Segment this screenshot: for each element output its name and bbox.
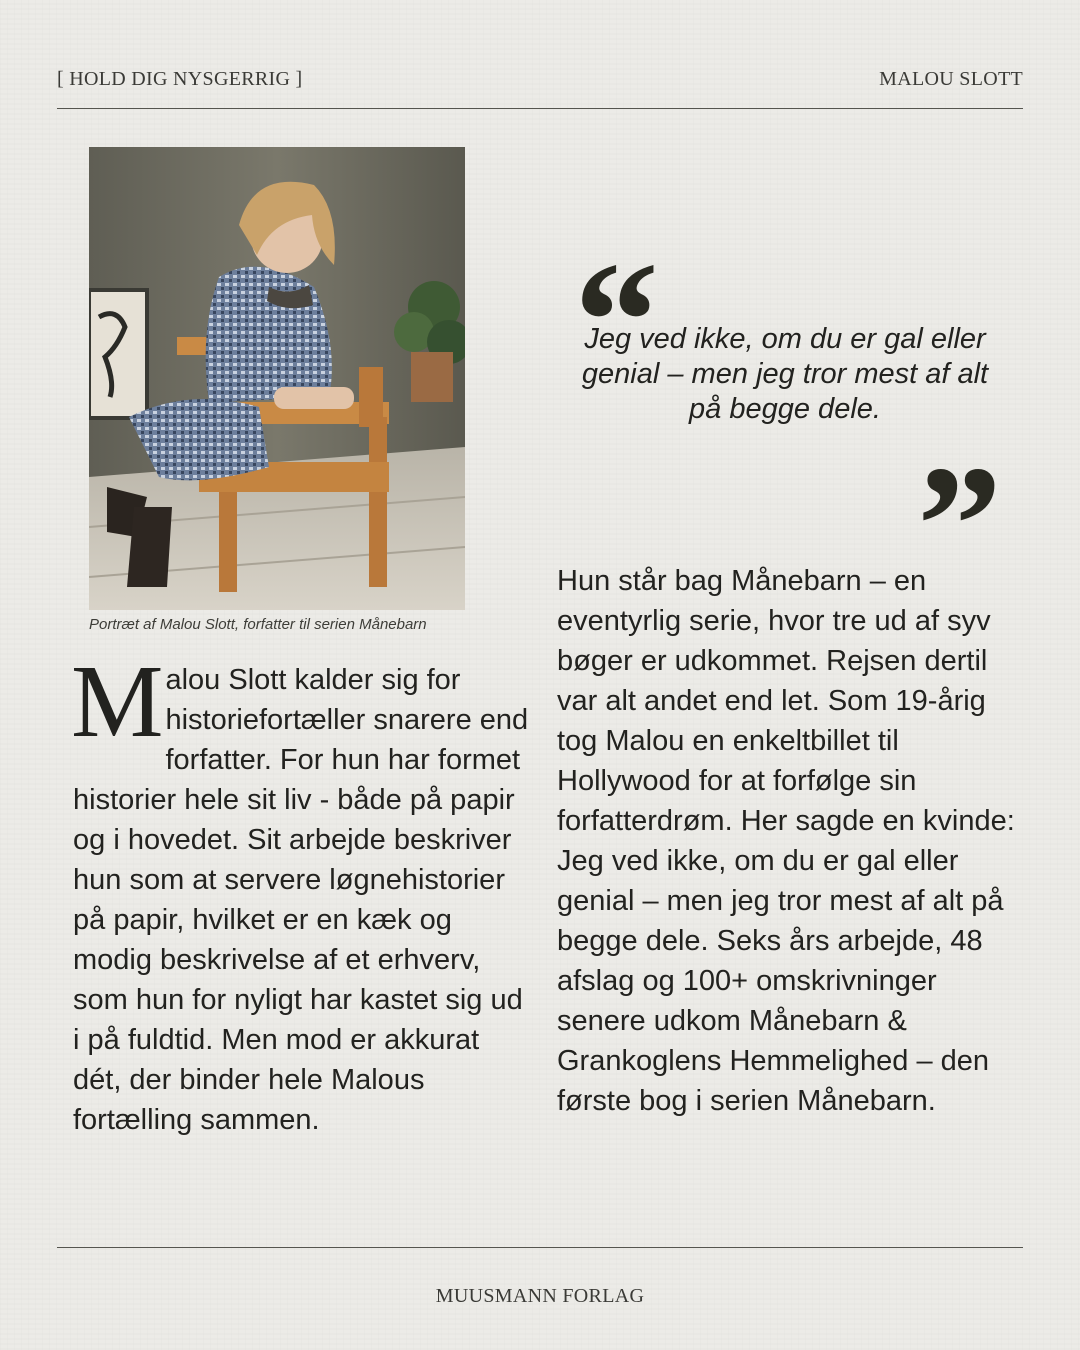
author-portrait xyxy=(89,147,465,610)
top-divider xyxy=(57,108,1023,109)
header-author-name: MALOU SLOTT xyxy=(879,68,1023,90)
header-section-label: [ HOLD DIG NYSGERRIG ] xyxy=(57,68,303,90)
open-quote-icon: “ xyxy=(574,227,659,415)
bottom-divider xyxy=(57,1247,1023,1248)
drop-cap: M xyxy=(71,644,164,759)
pull-quote: Jeg ved ikke, om du er gal eller genial – men jeg tror mest af alt på begge dele. xyxy=(581,323,989,425)
footer-publisher: MUUSMANN FORLAG xyxy=(435,1285,645,1307)
article-body-right: Hun står bag Månebarn – en eventyrlig serie, hvor tre ud af syv bøger er udkommet. Rejsen dertil var alt andet end let. Som 19-årig tog Malou en enkeltbillet til Hollywood for at forfølge sin forfatterdrøm. Her sagde en kvinde: Jeg ved ikke, om du er gal eller genial – men jeg tror mest af alt på begge dele. Seks års arbejde, 48 afslag og 100+ omskrivninger senere udkom Månebarn & Grankoglens Hemmelighed – den første bog i serien Månebarn. xyxy=(557,565,1015,1117)
article-body-left xyxy=(71,644,533,1140)
close-quote-icon: ” xyxy=(917,431,1002,619)
article-left-text: alou Slott kalder sig for historiefortæller snarere end forfatter. For hun har formet historier hele sit liv - både på papir og i hovedet. Sit arbejde beskriver hun som at servere løgnehistorier på papir, hvilket er en kæk og modig beskrivelse af et erhverv, som hun for nyligt har kastet sig ud i på fuldtid. Men mod er akkurat dét, der binder hele Malous fortælling sammen. xyxy=(73,664,529,1136)
photo-caption: Portræt af Malou Slott, forfatter til serien Månebarn xyxy=(89,616,427,633)
